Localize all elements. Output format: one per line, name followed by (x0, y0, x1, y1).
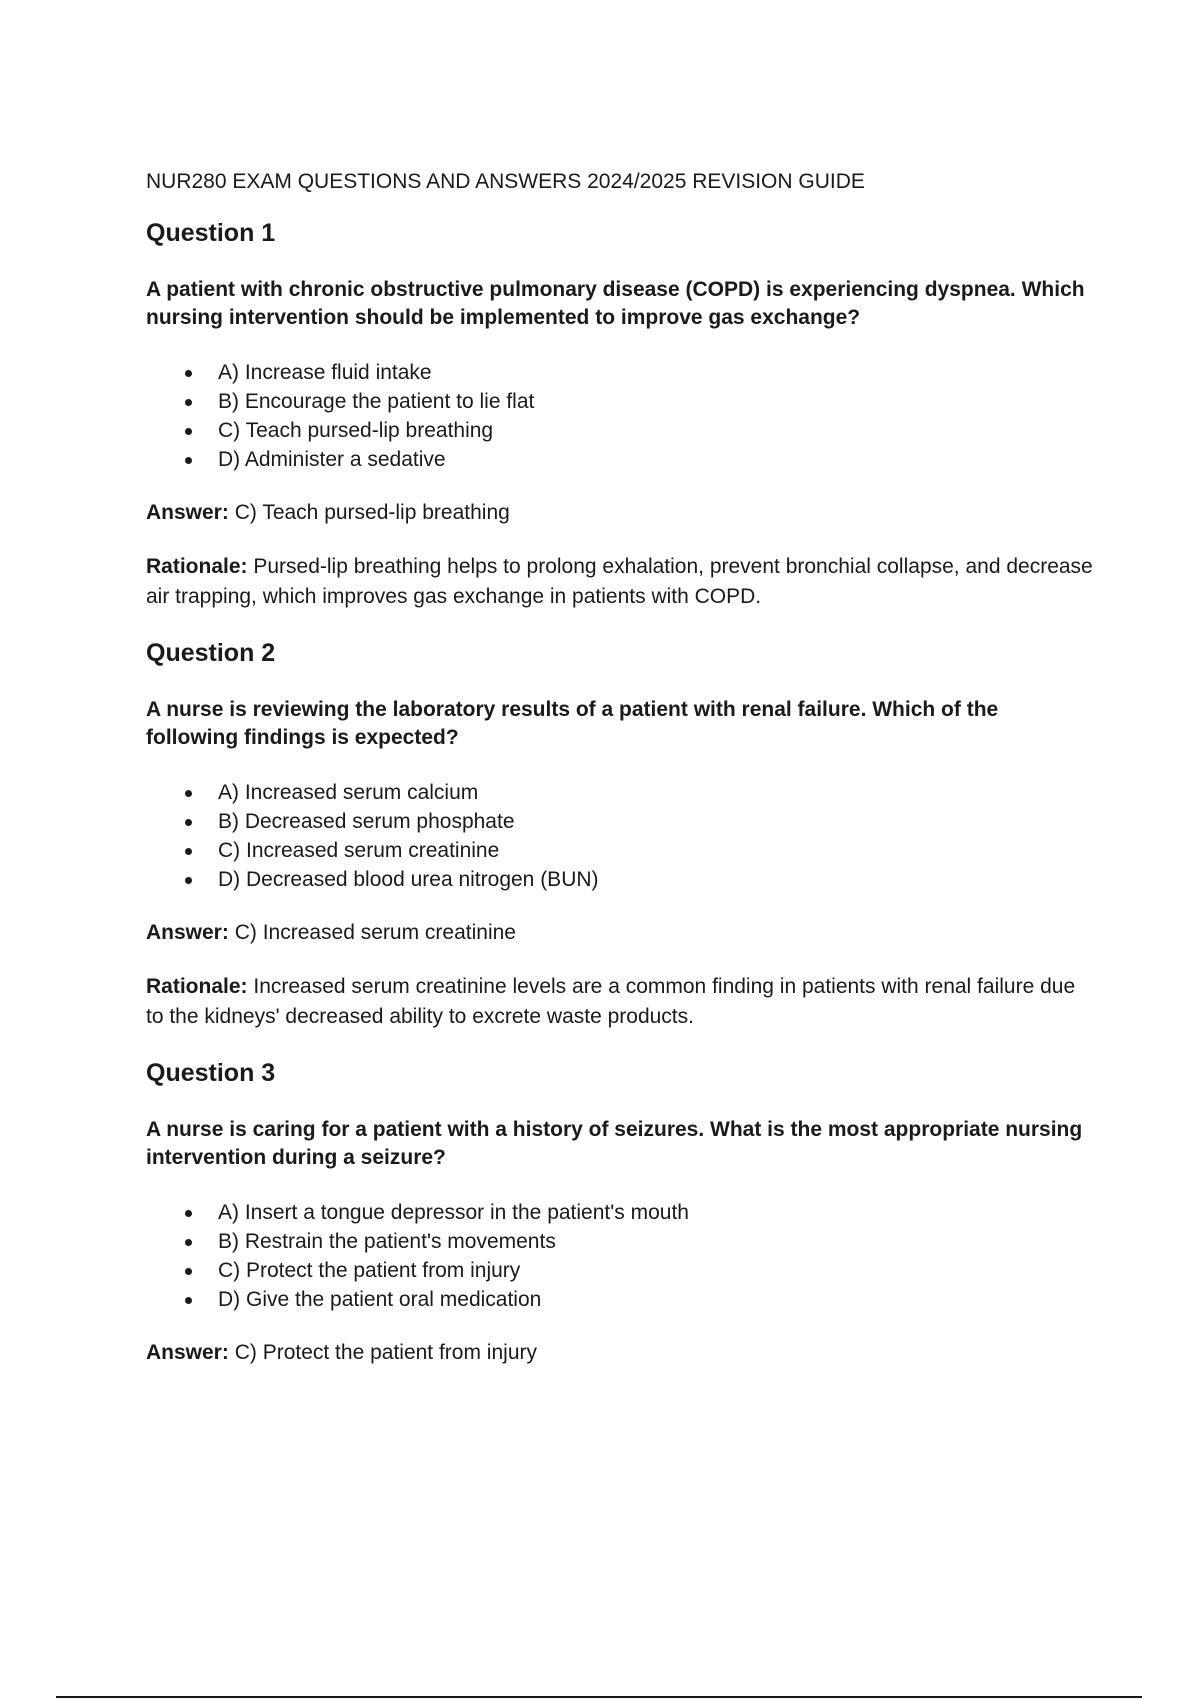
document-title: NUR280 EXAM QUESTIONS AND ANSWERS 2024/2025 REVISION GUIDE (146, 170, 865, 193)
answer-line (146, 1339, 1096, 1367)
option-text: D) Give the patient oral medication (218, 1288, 542, 1311)
answer-label: Answer: (146, 1341, 229, 1364)
bullet-icon (185, 399, 192, 406)
option-text: B) Restrain the patient's movements (218, 1230, 556, 1253)
question-heading: Question 1 (146, 219, 276, 247)
option-item (146, 445, 1096, 474)
option-text: D) Decreased blood urea nitrogen (BUN) (218, 868, 599, 891)
option-item (146, 807, 1096, 836)
bullet-icon (185, 370, 192, 377)
option-text: B) Encourage the patient to lie flat (218, 390, 535, 413)
option-list (146, 358, 1096, 474)
option-list (146, 778, 1096, 894)
option-text: A) Increased serum calcium (218, 781, 479, 804)
option-list (146, 1198, 1096, 1314)
question-3 (146, 1058, 1096, 1367)
question-1 (146, 218, 1096, 612)
document-content (146, 168, 1096, 1392)
answer-line (146, 499, 1096, 527)
bullet-icon (185, 790, 192, 797)
answer-text: C) Teach pursed-lip breathing (234, 501, 510, 524)
option-item (146, 1256, 1096, 1285)
option-item (146, 778, 1096, 807)
bullet-icon (185, 1239, 192, 1246)
question-text: A nurse is reviewing the laboratory results of a patient with renal failure. Which of the following findings is expected? (146, 698, 999, 749)
option-item (146, 387, 1096, 416)
bullet-icon (185, 877, 192, 884)
option-item (146, 865, 1096, 894)
bullet-icon (185, 1210, 192, 1217)
bullet-icon (185, 428, 192, 435)
option-item (146, 836, 1096, 865)
answer-line (146, 919, 1096, 947)
option-text: A) Insert a tongue depressor in the patient's mouth (218, 1201, 689, 1224)
rationale-line (146, 552, 1096, 612)
bullet-icon (185, 819, 192, 826)
question-2 (146, 638, 1096, 1032)
rationale-label: Rationale: (146, 975, 248, 998)
option-item (146, 1285, 1096, 1314)
question-text: A nurse is caring for a patient with a history of seizures. What is the most appropriate nursing intervention during a seizure? (146, 1118, 1083, 1169)
question-heading: Question 2 (146, 639, 276, 667)
bullet-icon (185, 1268, 192, 1275)
option-item (146, 1198, 1096, 1227)
question-heading: Question 3 (146, 1059, 276, 1087)
option-text: C) Protect the patient from injury (218, 1259, 521, 1282)
rationale-text: Increased serum creatinine levels are a common finding in patients with renal failure due to the kidneys' decreased ability to excrete waste products. (146, 975, 1076, 1028)
bullet-icon (185, 848, 192, 855)
answer-label: Answer: (146, 501, 229, 524)
option-text: C) Teach pursed-lip breathing (218, 419, 494, 442)
answer-text: C) Increased serum creatinine (234, 921, 516, 944)
option-item (146, 358, 1096, 387)
question-text: A patient with chronic obstructive pulmonary disease (COPD) is experiencing dyspnea. Which nursing intervention should be implemented to improve gas exchange? (146, 278, 1085, 329)
answer-label: Answer: (146, 921, 229, 944)
option-item (146, 1227, 1096, 1256)
option-text: A) Increase fluid intake (218, 361, 432, 384)
bullet-icon (185, 457, 192, 464)
rationale-label: Rationale: (146, 555, 248, 578)
answer-text: C) Protect the patient from injury (234, 1341, 537, 1364)
option-text: B) Decreased serum phosphate (218, 810, 515, 833)
option-text: C) Increased serum creatinine (218, 839, 500, 862)
rationale-line (146, 972, 1096, 1032)
bullet-icon (185, 1297, 192, 1304)
option-text: D) Administer a sedative (218, 448, 446, 471)
rationale-text: Pursed-lip breathing helps to prolong exhalation, prevent bronchial collapse, and decrease air trapping, which improves gas exchange in patients with COPD. (146, 555, 1093, 608)
footer-divider (56, 1696, 1142, 1698)
option-item (146, 416, 1096, 445)
